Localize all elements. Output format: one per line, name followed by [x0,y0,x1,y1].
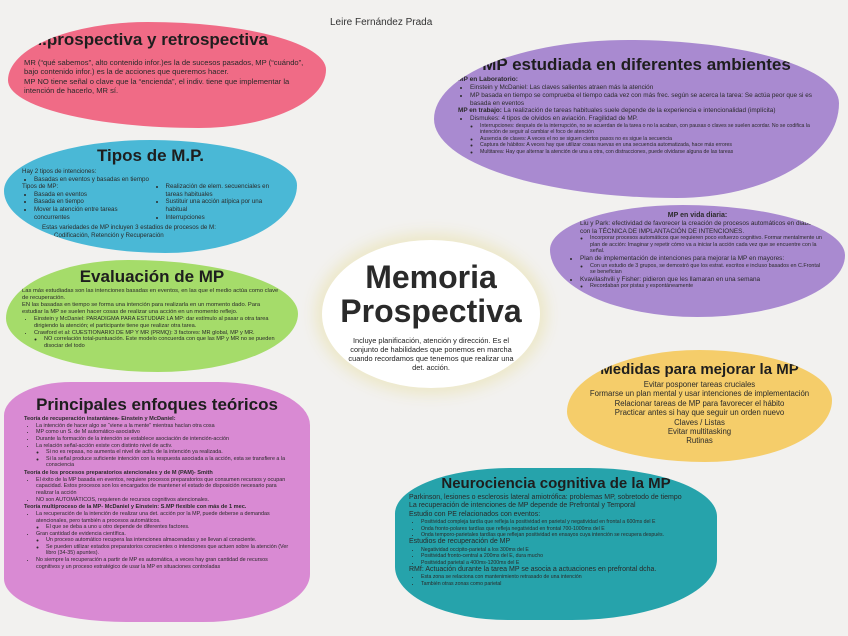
evaluacion-p1: Las más estudiadas son las intenciones basadas en eventos, en las que el medio actúa como clave de recuperación. [22,288,279,301]
enfoques-s1-item: • Durante la formación de la intención se establece asociación de intención-acción [36,436,290,443]
central-node [322,240,540,388]
tipos-footer-item: • Codificación, Retención y Recuperación [54,232,279,240]
tipos-intro-item: • Basadas en eventos y basadas en tiempo [34,176,279,184]
tipos-right-item: • Interrupciones [166,214,280,222]
tipos-right-item: • Sustituir una acción atípica por una habitual [166,198,280,213]
enfoques-s3-item: • La recuperación de la intención de realizar una det. acción por la MP, puede deberse a demandas atencionales, pero también a procesos automáticos. [36,511,290,524]
neuro-l5-item: • Esta zona se relaciona con mantenimiento retrasado de una intención [421,574,703,580]
ambientes-work-sub: ◦ Multitarea: Hay que alternar la atención de una a otra, con distracciones, puede olvidarse alguna de las tareas [480,149,815,155]
enfoques-s3-last: • No siempre la recuperación a partir de MP es automática, a veces hay gran cantidad de recursos cognitivos y un proceso estratégico de usar la MP en situaciones controladas [36,557,290,570]
medidas-item: Claves / Listas [674,417,725,427]
vida-sub: ◦ Recordaban por pistas y espontáneamente [590,283,827,290]
medidas-item: Evitar posponer tareas cruciales [643,380,756,389]
enfoques-s1-item: • MP como un S. de M automático-asociativo [36,429,290,436]
neuro-l1: Parkinson, lesiones o esclerosis lateral amiotrófica: problemas MP, sobretodo de tiempo [409,494,682,501]
evaluacion-item: • Crawford et al: CUESTIONARIO DE MP Y MR (PRMQ): 3 factores: MR global, MP y MR. [34,330,282,337]
ambientes-lab-label: MP en Laboratorio: [458,76,518,83]
evaluacion-sub-item: ◦ NO correlación total-puntuación. Este modelo concuerda con que las MP y MR no se pueden disociar del todo [44,336,282,350]
retro-p1: MR (“qué sabemos”, alto contenido infor.)es la de sucesos pasados, MP (“cuándo”, bajo contenido infor.) es la de acciones que queremos hacer. [24,58,304,77]
enfoques-s3-sub1: ◦ El que se deba a uno u otro depende de diferentes factores. [46,524,290,531]
enfoques-s2-item: • NO son AUTOMÁTICOS, requieren de recursos cognitivos atencionales. [36,497,290,504]
neuro-l4-item: • Negatividad occipito-parietal a los 300ms del E [421,547,703,553]
vida-sub: ◦ Incorporar procesos automáticos que requieren poco esfuerzo cognitivo. Formar mentalmente un plan de acción: Imaginar y repetir cómo va a iniciar la acción cada vez que se encuentre con la señal. [590,235,827,255]
ambientes-work-item: • Dismukes: 4 tipos de olvidos en aviación. Fragilidad de MP. [470,115,815,123]
neuro-l2: La recuperación de intenciones de MP depende de Prefrontal y Temporal [409,502,636,510]
vida-node [550,205,845,317]
vida-item: • Plan de implementación de intenciones para mejorar la MP en mayores: [580,255,827,263]
neuro-l3-item: • Onda temporo-parietales tardías que reflejan positividad en ensayos cuya intención se recupera después. [421,532,703,538]
medidas-item: Formarse un plan mental y usar intenciones de implementación [589,389,810,399]
medidas-node [567,350,832,462]
evaluacion-p2: EN las basadas en tiempo se forma una intención para realizarla en un momento dado. Para estudiar la MP se suelen hacer cosas de realizar una acción en un momento reflejo. [22,302,261,315]
neuro-l3-item: • Onda fronto-polares tardías que refleja negatividad en frontal 700-1000ms del E [421,526,703,532]
enfoques-title: Principales enfoques teóricos [36,395,278,414]
medidas-item: Relacionar tareas de MP para favorecer el hábito [614,398,785,408]
evaluacion-node [6,260,298,372]
ambientes-work-sub: ◦ Captura de hábitos: A veces hay que utilizar cosas nuevas en una secuencia automatizada, hace más errores [480,142,815,148]
neuro-l5-item: • También otras zonas como parietal [421,581,703,587]
enfoques-s1-sub: ◦ Si la señal produce suficiente intención con la respuesta asociada a la acción, esta se transfiere a la consciencia [46,456,290,469]
enfoques-s1-item: • La relación señal-acción existe con distinto nivel de activ. [36,443,290,450]
enfoques-s3-item: • Gran cantidad de evidencia científica. [36,531,290,538]
enfoques-s2: Teoría de los procesos preparatorios atencionales y de M (PAM)- Smith [24,469,213,476]
enfoques-s3: Teoría multiproceso de la MP- McDaniel y Einstein: S.MP flexible con más de 1 mec. [24,504,247,511]
retro-node [8,22,326,128]
vida-item: • Kvavilashvili y Fisher: pidieron que les llamaran en una semana [580,276,827,284]
tipos-left-item: • Basada en tiempo [34,198,148,206]
neuro-l4-item: • Positividad parietal a 400ms-1200ms del E [421,560,703,566]
tipos-left-item: • Basada en eventos [34,191,148,199]
tipos-intro: Hay 2 tipos de intenciones: [22,168,97,175]
enfoques-s3-sub2: ◦ Un proceso automático recupera las intenciones almacenadas y se llevan al consciente. [46,537,290,544]
ambientes-work-label: MP en trabajo: [458,107,502,115]
tipos-left-item: • Mover la atención entre tareas concurrentes [34,206,148,221]
retro-p2: MP NO tiene señal o clave que la “encienda”, el indiv. tiene que implementar la intención de hacerlo, MR sí. [24,76,290,96]
retro-title: M.prospectiva y retrospectiva [28,30,268,49]
neuro-title: Neurociencia cognitiva de la MP [441,475,671,492]
neuro-l4: Estudios de recuperación de MP [409,538,511,546]
ambientes-lab-item: • MP basada en tiempo se comprueba el tiempo cada vez con más frec. según se acerca la tarea: Se actúa peor que si es basada en eventos [470,92,815,108]
ambientes-work-sub: ◦ Ausencia de claves: A veces el no se siguen ciertos pasos no es sigue la secuencia [480,136,815,142]
neuro-node [395,468,717,620]
tipos-sub: Tipos de MP: [22,183,59,191]
enfoques-s1: Teoría de recuperación instantánea- Einstein y McDaniel: [24,416,176,422]
ambientes-work-sub: ◦ Interrupciones: después de la interrupción, no se acuerdan de la tarea o no la acaban, con pausas o claves se suelen acordar. No se codifica la intención de seguir al cambiar el foco de atención [480,123,815,136]
ambientes-title: MP estudiada en diferentes ambientes [482,55,791,74]
medidas-item: Evitar multitasking [667,427,732,437]
central-title-line2: Prospectiva [340,293,522,329]
vida-title: MP en vida diaria: [667,212,728,219]
evaluacion-item: • Einstein y McDaniel: PARADIGMA PARA ESTUDIAR LA MP: dar estímulo al pasar a otra tarea dirigiendo la atención; el participante tiene que realizar otra tarea. [34,316,282,330]
central-title-line1: Memoria [365,259,497,295]
tipos-footer: Estas variedades de MP incluyen 3 estadios de procesos de M: [42,224,216,232]
tipos-node [4,140,297,253]
neuro-l3-item: • Positividad compleja tardía que refleja la positividad en parietal y negatividad en frontal a 600ms del E [421,519,703,525]
enfoques-s1-sub: ◦ Si no es repasa, no aumenta el nivel de activ. de la intención ya realizada. [46,449,290,456]
enfoques-s3-sub2: ◦ Se pueden utilizar estados preparatorios conscientes o intenciones que actuen sobre la atención (Ver libro (34-35) apuntes). [46,544,290,557]
medidas-title: Medidas para mejorar la MP [600,361,799,378]
enfoques-node [4,382,310,622]
ambientes-lab-item: • Einstein y McDaniel: Las claves salientes atraen más la atención [470,84,815,92]
medidas-item: Practicar antes si hay que seguir un orden nuevo [614,408,785,418]
medidas-item: Rutinas [686,436,713,446]
evaluacion-title: Evaluación de MP [79,267,225,286]
ambientes-work-text: La realización de tareas habituales suele depende de la experiencia e intencionalidad (implícita) [503,107,776,115]
enfoques-s2-item: • El éxito de la MP basada en eventos, requiere procesos preparatorios que consumen recursos y ocupan capacidad. Estos procesos son los encargados de mantener el estado de disposición necesario para realizar la acción [36,477,290,497]
author-name: Leire Fernández Prada [330,17,433,28]
ambientes-node [434,40,839,198]
neuro-l4-item: • Positividad fronto-central a 200ms del E, dura mucho [421,553,703,559]
enfoques-s1-item: • La intención de hacer algo se “viene a la mente” mientras hacían otra cosa [36,423,290,430]
neuro-l3: Estudio con PE relacionados con eventos: [409,510,541,518]
tipos-title: Tipos de M.P. [96,146,205,165]
vida-sub: ◦ Con un estudio de 3 grupos, se demostró que los estrat. escritos e incluso basados en C.Frontal se benefician [590,263,827,276]
central-title [322,260,540,328]
tipos-right-item: • Realización de elem. secuenciales en tareas habituales [166,183,280,198]
neuro-l5: RMf: Actuación durante la tarea MP se asocia a actuaciones en prefrontal dcha. [409,566,657,574]
vida-item: • Liu y Park: efectividad de favorecer la creación de procesos automáticos en diabéticos, con la TÉCNICA DE IMPLANTACIÓN DE INTENCIONES. [580,220,827,235]
central-description: Incluye planificación, atención y dirección. Es el conjunto de habilidades que ponemos en marcha cuando recordamos que tenemos que realizar una det. acción. [348,336,514,372]
